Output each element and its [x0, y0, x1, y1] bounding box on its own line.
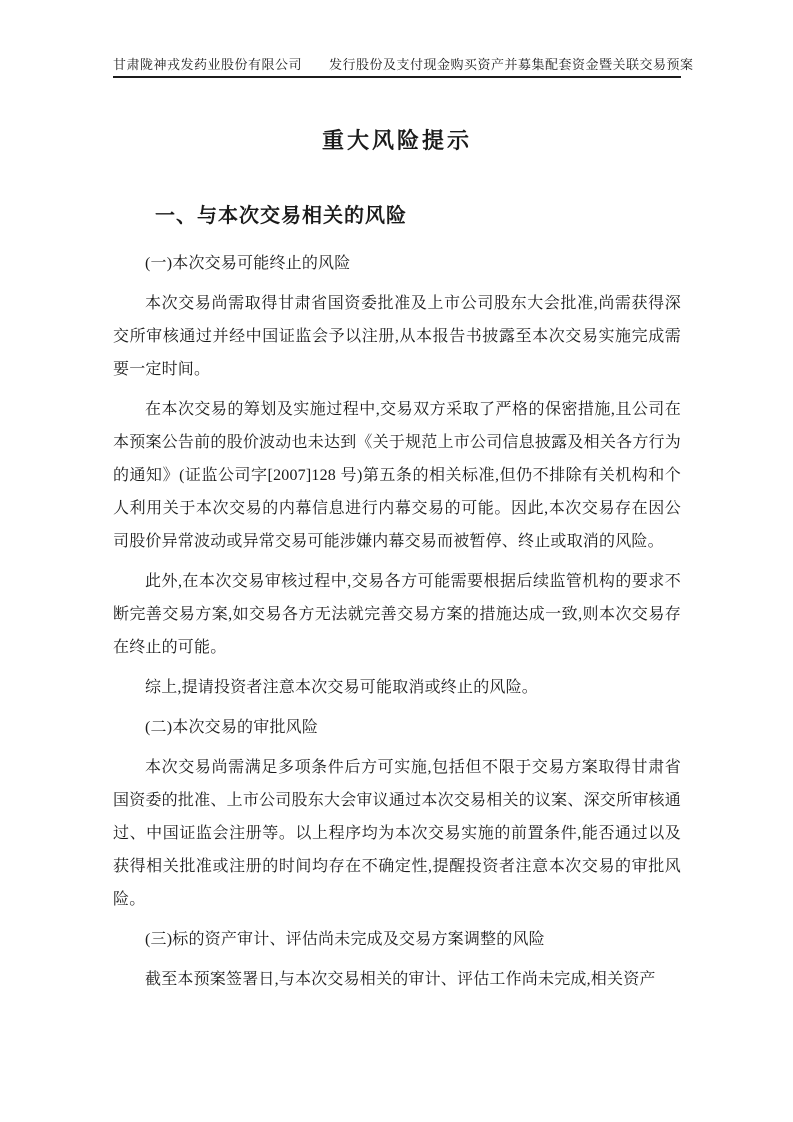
- body-paragraph: 综上,提请投资者注意本次交易可能取消或终止的风险。: [145, 679, 539, 696]
- body-paragraph: 在本次交易的筹划及实施过程中,交易双方采取了严格的保密措施,且公司在本预案公告前的股价波动也未达到《关于规范上市公司信息披露及相关各方行为的通知》(证监公司字[2007]128 号)第五条的相关标准,但仍不排除有关机构和个人利用关于本次交易的内幕信息进行内幕交易的可能。因此,本次交易存在因公司股价异常波动或异常交易可能涉嫌内幕交易而被暂停、终止或取消的风险。: [113, 401, 681, 550]
- body-paragraph: 截至本预案签署日,与本次交易相关的审计、评估工作尚未完成,相关资产: [145, 971, 656, 988]
- section-heading: 一、与本次交易相关的风险: [155, 205, 407, 227]
- subsection-heading-2: (二)本次交易的审批风险: [145, 719, 319, 736]
- body-paragraph: 本次交易尚需取得甘肃省国资委批准及上市公司股东大会批准,尚需获得深交所审核通过并经中国证监会予以注册,从本报告书披露至本次交易实施完成需要一定时间。: [113, 295, 681, 378]
- body-paragraph: 此外,在本次交易审核过程中,交易各方可能需要根据后续监管机构的要求不断完善交易方案,如交易各方无法就完善交易方案的措施达成一致,则本次交易存在终止的可能。: [113, 573, 681, 656]
- page-header-text: 甘肃陇神戎发药业股份有限公司 发行股份及支付现金购买资产并募集配套资金暨关联交易预案: [113, 57, 694, 72]
- section-body: [113, 247, 681, 996]
- subsection-heading-3: (三)标的资产审计、评估尚未完成及交易方案调整的风险: [145, 931, 545, 948]
- page-header: [113, 55, 694, 78]
- body-paragraph: 本次交易尚需满足多项条件后方可实施,包括但不限于交易方案取得甘肃省国资委的批准、上市公司股东大会审议通过本次交易相关的议案、深交所审核通过、中国证监会注册等。以上程序均为本次交易实施的前置条件,能否通过以及获得相关批准或注册的时间均存在不确定性,提醒投资者注意本次交易的审批风险。: [113, 759, 681, 908]
- page-title: 重大风险提示: [321, 128, 472, 153]
- subsection-heading-1: (一)本次交易可能终止的风险: [145, 255, 351, 272]
